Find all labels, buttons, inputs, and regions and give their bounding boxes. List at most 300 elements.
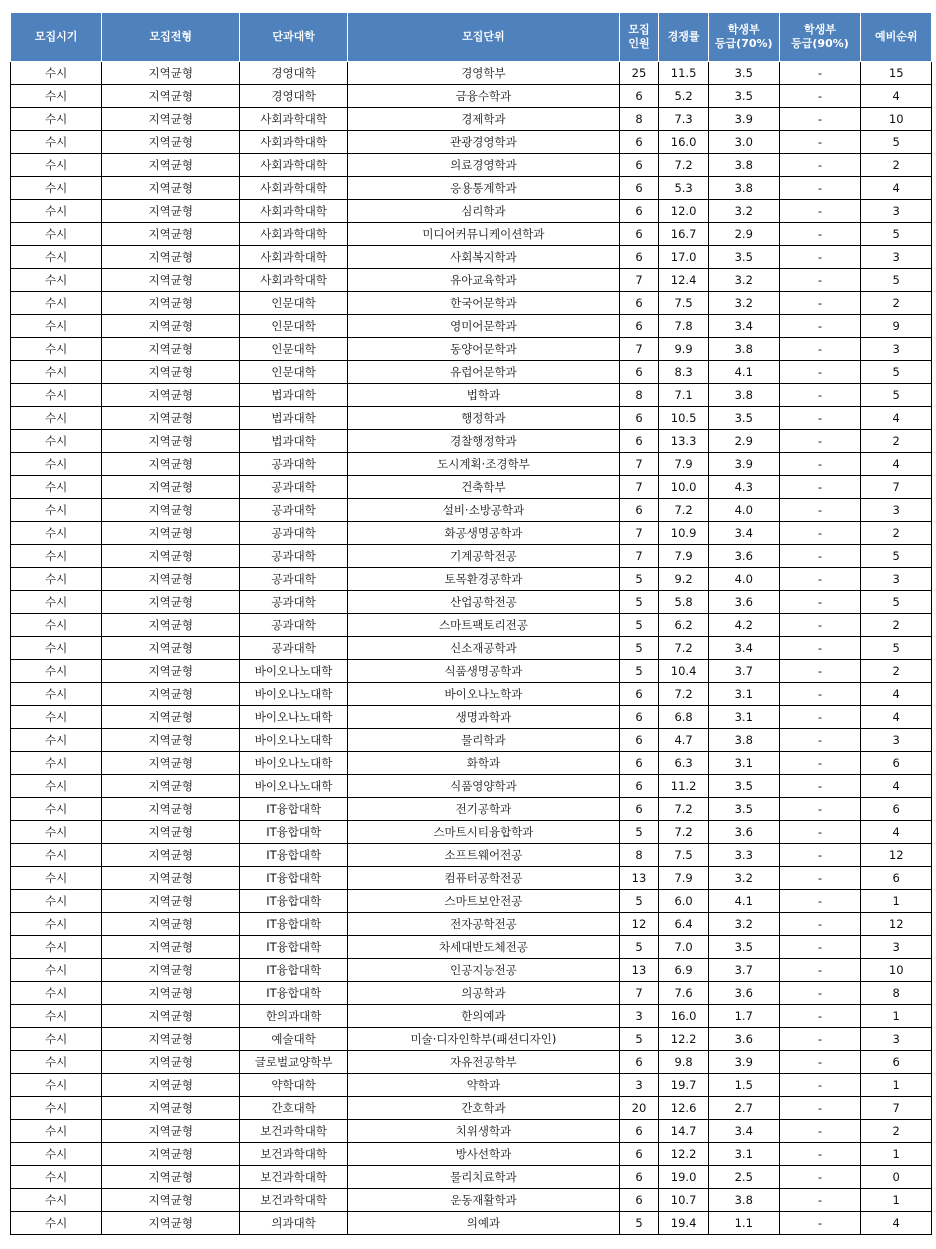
cell-college: 사회과학대학 — [240, 154, 348, 177]
table-row — [11, 683, 932, 706]
cell-grade-70: 3.9 — [708, 108, 779, 131]
cell-grade-90: - — [779, 614, 861, 637]
table-row — [11, 1166, 932, 1189]
cell-grade-70: 3.4 — [708, 315, 779, 338]
cell-competition-rate: 6.3 — [659, 752, 709, 775]
cell-waitlist-rank: 15 — [861, 62, 932, 85]
cell-admission-type: 지역균형 — [102, 384, 240, 407]
cell-competition-rate: 10.5 — [659, 407, 709, 430]
cell-grade-90: - — [779, 62, 861, 85]
table-row — [11, 1189, 932, 1212]
cell-admission-type: 지역균형 — [102, 1143, 240, 1166]
cell-recruit-period: 수시 — [11, 1097, 102, 1120]
cell-recruit-count: 6 — [619, 798, 658, 821]
cell-competition-rate: 6.0 — [659, 890, 709, 913]
cell-grade-90: - — [779, 1051, 861, 1074]
cell-grade-70: 3.9 — [708, 453, 779, 476]
cell-grade-70: 3.5 — [708, 62, 779, 85]
cell-grade-70: 3.6 — [708, 982, 779, 1005]
cell-recruit-period: 수시 — [11, 637, 102, 660]
cell-admission-type: 지역균형 — [102, 407, 240, 430]
cell-competition-rate: 16.7 — [659, 223, 709, 246]
cell-recruit-unit: 미디어커뮤니케이션학과 — [348, 223, 620, 246]
cell-college: IT융합대학 — [240, 982, 348, 1005]
cell-college: 약학대학 — [240, 1074, 348, 1097]
cell-recruit-unit: 방사선학과 — [348, 1143, 620, 1166]
cell-waitlist-rank: 3 — [861, 246, 932, 269]
cell-competition-rate: 5.2 — [659, 85, 709, 108]
table-row — [11, 775, 932, 798]
cell-waitlist-rank: 2 — [861, 430, 932, 453]
table-row — [11, 637, 932, 660]
cell-waitlist-rank: 2 — [861, 614, 932, 637]
cell-recruit-count: 6 — [619, 200, 658, 223]
cell-waitlist-rank: 1 — [861, 1143, 932, 1166]
table-row — [11, 844, 932, 867]
table-row — [11, 1120, 932, 1143]
cell-college: 글로벌교양학부 — [240, 1051, 348, 1074]
cell-recruit-unit: 법학과 — [348, 384, 620, 407]
cell-college: 공과대학 — [240, 637, 348, 660]
cell-recruit-count: 20 — [619, 1097, 658, 1120]
cell-recruit-count: 7 — [619, 982, 658, 1005]
cell-admission-type: 지역균형 — [102, 499, 240, 522]
cell-college: 법과대학 — [240, 430, 348, 453]
cell-admission-type: 지역균형 — [102, 315, 240, 338]
cell-recruit-period: 수시 — [11, 1074, 102, 1097]
cell-recruit-count: 3 — [619, 1005, 658, 1028]
cell-recruit-unit: 한의예과 — [348, 1005, 620, 1028]
table-row — [11, 591, 932, 614]
table-row — [11, 499, 932, 522]
cell-admission-type: 지역균형 — [102, 867, 240, 890]
cell-recruit-unit: 토목환경공학과 — [348, 568, 620, 591]
header-recruit-unit: 모집단위 — [348, 13, 620, 62]
cell-grade-70: 2.7 — [708, 1097, 779, 1120]
cell-admission-type: 지역균형 — [102, 292, 240, 315]
cell-grade-90: - — [779, 522, 861, 545]
cell-recruit-period: 수시 — [11, 1189, 102, 1212]
cell-grade-90: - — [779, 1097, 861, 1120]
cell-waitlist-rank: 6 — [861, 867, 932, 890]
cell-grade-70: 3.5 — [708, 798, 779, 821]
cell-waitlist-rank: 4 — [861, 775, 932, 798]
cell-grade-90: - — [779, 1074, 861, 1097]
cell-grade-90: - — [779, 154, 861, 177]
cell-competition-rate: 7.5 — [659, 292, 709, 315]
cell-grade-70: 3.5 — [708, 85, 779, 108]
cell-grade-70: 1.1 — [708, 1212, 779, 1235]
cell-competition-rate: 7.6 — [659, 982, 709, 1005]
cell-grade-90: - — [779, 108, 861, 131]
cell-recruit-period: 수시 — [11, 1166, 102, 1189]
cell-competition-rate: 17.0 — [659, 246, 709, 269]
cell-college: 공과대학 — [240, 499, 348, 522]
cell-waitlist-rank: 4 — [861, 85, 932, 108]
cell-college: 보건과학대학 — [240, 1166, 348, 1189]
cell-admission-type: 지역균형 — [102, 798, 240, 821]
cell-competition-rate: 6.2 — [659, 614, 709, 637]
cell-grade-90: - — [779, 637, 861, 660]
cell-college: 공과대학 — [240, 614, 348, 637]
cell-admission-type: 지역균형 — [102, 821, 240, 844]
cell-waitlist-rank: 3 — [861, 729, 932, 752]
cell-grade-70: 3.6 — [708, 591, 779, 614]
cell-recruit-count: 7 — [619, 338, 658, 361]
cell-competition-rate: 9.9 — [659, 338, 709, 361]
cell-competition-rate: 7.5 — [659, 844, 709, 867]
cell-admission-type: 지역균형 — [102, 177, 240, 200]
cell-grade-90: - — [779, 959, 861, 982]
cell-recruit-unit: 의예과 — [348, 1212, 620, 1235]
cell-recruit-unit: 도시계획·조경학부 — [348, 453, 620, 476]
cell-recruit-count: 6 — [619, 292, 658, 315]
cell-competition-rate: 7.2 — [659, 683, 709, 706]
cell-recruit-count: 5 — [619, 1212, 658, 1235]
cell-grade-70: 3.5 — [708, 936, 779, 959]
cell-recruit-period: 수시 — [11, 568, 102, 591]
cell-recruit-unit: 기계공학전공 — [348, 545, 620, 568]
cell-grade-70: 3.9 — [708, 1051, 779, 1074]
cell-grade-70: 3.1 — [708, 1143, 779, 1166]
cell-waitlist-rank: 9 — [861, 315, 932, 338]
table-row — [11, 384, 932, 407]
cell-recruit-unit: 동양어문학과 — [348, 338, 620, 361]
cell-competition-rate: 7.1 — [659, 384, 709, 407]
cell-grade-70: 3.2 — [708, 269, 779, 292]
cell-grade-90: - — [779, 1005, 861, 1028]
cell-grade-90: - — [779, 844, 861, 867]
cell-competition-rate: 7.0 — [659, 936, 709, 959]
cell-recruit-period: 수시 — [11, 752, 102, 775]
cell-grade-90: - — [779, 683, 861, 706]
cell-college: 법과대학 — [240, 407, 348, 430]
cell-admission-type: 지역균형 — [102, 1005, 240, 1028]
cell-recruit-unit: 약학과 — [348, 1074, 620, 1097]
cell-waitlist-rank: 8 — [861, 982, 932, 1005]
cell-grade-70: 2.9 — [708, 223, 779, 246]
cell-grade-90: - — [779, 1028, 861, 1051]
cell-waitlist-rank: 5 — [861, 131, 932, 154]
cell-waitlist-rank: 3 — [861, 499, 932, 522]
table-row — [11, 177, 932, 200]
cell-grade-70: 2.9 — [708, 430, 779, 453]
cell-grade-70: 3.8 — [708, 384, 779, 407]
cell-grade-70: 1.5 — [708, 1074, 779, 1097]
cell-recruit-period: 수시 — [11, 982, 102, 1005]
cell-recruit-count: 6 — [619, 315, 658, 338]
cell-recruit-period: 수시 — [11, 1005, 102, 1028]
cell-waitlist-rank: 6 — [861, 798, 932, 821]
cell-admission-type: 지역균형 — [102, 1212, 240, 1235]
table-row — [11, 246, 932, 269]
cell-grade-90: - — [779, 1189, 861, 1212]
cell-grade-70: 3.8 — [708, 1189, 779, 1212]
table-row — [11, 62, 932, 85]
table-row — [11, 522, 932, 545]
cell-admission-type: 지역균형 — [102, 269, 240, 292]
cell-waitlist-rank: 4 — [861, 683, 932, 706]
cell-grade-70: 3.6 — [708, 1028, 779, 1051]
cell-competition-rate: 7.3 — [659, 108, 709, 131]
cell-college: 공과대학 — [240, 568, 348, 591]
cell-recruit-count: 8 — [619, 108, 658, 131]
cell-admission-type: 지역균형 — [102, 453, 240, 476]
table-row — [11, 798, 932, 821]
cell-recruit-period: 수시 — [11, 499, 102, 522]
cell-grade-70: 3.2 — [708, 913, 779, 936]
cell-waitlist-rank: 10 — [861, 959, 932, 982]
cell-recruit-period: 수시 — [11, 775, 102, 798]
cell-college: 공과대학 — [240, 591, 348, 614]
cell-grade-90: - — [779, 775, 861, 798]
cell-grade-70: 3.6 — [708, 545, 779, 568]
cell-admission-type: 지역균형 — [102, 683, 240, 706]
cell-grade-70: 3.7 — [708, 959, 779, 982]
cell-admission-type: 지역균형 — [102, 591, 240, 614]
cell-recruit-unit: 행정학과 — [348, 407, 620, 430]
cell-college: 한의과대학 — [240, 1005, 348, 1028]
cell-waitlist-rank: 7 — [861, 1097, 932, 1120]
cell-grade-90: - — [779, 913, 861, 936]
cell-college: 공과대학 — [240, 522, 348, 545]
cell-grade-90: - — [779, 545, 861, 568]
cell-admission-type: 지역균형 — [102, 660, 240, 683]
cell-waitlist-rank: 12 — [861, 844, 932, 867]
cell-competition-rate: 16.0 — [659, 1005, 709, 1028]
cell-recruit-count: 8 — [619, 844, 658, 867]
cell-grade-70: 3.3 — [708, 844, 779, 867]
cell-grade-70: 3.5 — [708, 775, 779, 798]
cell-recruit-unit: 스마트보안전공 — [348, 890, 620, 913]
cell-competition-rate: 7.2 — [659, 798, 709, 821]
cell-admission-type: 지역균형 — [102, 913, 240, 936]
cell-college: IT융합대학 — [240, 844, 348, 867]
table-row — [11, 568, 932, 591]
cell-recruit-period: 수시 — [11, 614, 102, 637]
cell-waitlist-rank: 1 — [861, 1005, 932, 1028]
table-row — [11, 706, 932, 729]
cell-recruit-count: 6 — [619, 1166, 658, 1189]
cell-competition-rate: 11.2 — [659, 775, 709, 798]
cell-recruit-period: 수시 — [11, 269, 102, 292]
cell-waitlist-rank: 0 — [861, 1166, 932, 1189]
cell-competition-rate: 7.2 — [659, 154, 709, 177]
cell-recruit-period: 수시 — [11, 476, 102, 499]
cell-recruit-count: 6 — [619, 361, 658, 384]
cell-admission-type: 지역균형 — [102, 706, 240, 729]
cell-waitlist-rank: 6 — [861, 1051, 932, 1074]
cell-grade-90: - — [779, 453, 861, 476]
table-row — [11, 476, 932, 499]
cell-recruit-unit: 영미어문학과 — [348, 315, 620, 338]
cell-college: IT융합대학 — [240, 913, 348, 936]
cell-admission-type: 지역균형 — [102, 85, 240, 108]
cell-grade-70: 3.5 — [708, 407, 779, 430]
cell-recruit-unit: 식품영양학과 — [348, 775, 620, 798]
table-row — [11, 545, 932, 568]
cell-grade-90: - — [779, 982, 861, 1005]
cell-grade-90: - — [779, 729, 861, 752]
table-row — [11, 338, 932, 361]
cell-waitlist-rank: 3 — [861, 936, 932, 959]
cell-recruit-count: 5 — [619, 821, 658, 844]
cell-recruit-unit: 유럽어문학과 — [348, 361, 620, 384]
cell-waitlist-rank: 2 — [861, 154, 932, 177]
cell-competition-rate: 14.7 — [659, 1120, 709, 1143]
cell-recruit-unit: 화학과 — [348, 752, 620, 775]
cell-admission-type: 지역균형 — [102, 545, 240, 568]
cell-waitlist-rank: 2 — [861, 522, 932, 545]
cell-recruit-unit: 한국어문학과 — [348, 292, 620, 315]
cell-recruit-period: 수시 — [11, 200, 102, 223]
cell-admission-type: 지역균형 — [102, 1097, 240, 1120]
cell-competition-rate: 6.8 — [659, 706, 709, 729]
cell-recruit-period: 수시 — [11, 545, 102, 568]
cell-admission-type: 지역균형 — [102, 1028, 240, 1051]
cell-recruit-period: 수시 — [11, 683, 102, 706]
cell-recruit-count: 6 — [619, 752, 658, 775]
cell-admission-type: 지역균형 — [102, 246, 240, 269]
cell-college: 보건과학대학 — [240, 1189, 348, 1212]
cell-grade-90: - — [779, 591, 861, 614]
cell-recruit-count: 5 — [619, 637, 658, 660]
cell-recruit-period: 수시 — [11, 821, 102, 844]
cell-admission-type: 지역균형 — [102, 1189, 240, 1212]
cell-recruit-count: 6 — [619, 177, 658, 200]
cell-recruit-count: 7 — [619, 476, 658, 499]
cell-recruit-count: 6 — [619, 706, 658, 729]
cell-grade-90: - — [779, 223, 861, 246]
cell-recruit-unit: 화공생명공학과 — [348, 522, 620, 545]
table-row — [11, 430, 932, 453]
cell-recruit-unit: 치위생학과 — [348, 1120, 620, 1143]
cell-recruit-unit: 물리학과 — [348, 729, 620, 752]
cell-admission-type: 지역균형 — [102, 752, 240, 775]
cell-grade-70: 3.5 — [708, 246, 779, 269]
cell-recruit-count: 5 — [619, 614, 658, 637]
cell-recruit-period: 수시 — [11, 108, 102, 131]
cell-grade-70: 3.8 — [708, 177, 779, 200]
cell-competition-rate: 11.5 — [659, 62, 709, 85]
cell-waitlist-rank: 5 — [861, 269, 932, 292]
cell-college: IT융합대학 — [240, 936, 348, 959]
cell-competition-rate: 6.9 — [659, 959, 709, 982]
cell-waitlist-rank: 3 — [861, 568, 932, 591]
cell-waitlist-rank: 5 — [861, 223, 932, 246]
cell-grade-70: 4.3 — [708, 476, 779, 499]
cell-recruit-count: 6 — [619, 1120, 658, 1143]
cell-admission-type: 지역균형 — [102, 568, 240, 591]
cell-recruit-period: 수시 — [11, 384, 102, 407]
cell-waitlist-rank: 6 — [861, 752, 932, 775]
cell-grade-90: - — [779, 499, 861, 522]
cell-college: 인문대학 — [240, 292, 348, 315]
cell-admission-type: 지역균형 — [102, 1166, 240, 1189]
table-row — [11, 407, 932, 430]
cell-college: 사회과학대학 — [240, 269, 348, 292]
cell-recruit-count: 13 — [619, 959, 658, 982]
cell-recruit-period: 수시 — [11, 844, 102, 867]
cell-recruit-period: 수시 — [11, 798, 102, 821]
cell-waitlist-rank: 5 — [861, 545, 932, 568]
cell-recruit-count: 6 — [619, 729, 658, 752]
cell-recruit-count: 6 — [619, 85, 658, 108]
cell-competition-rate: 12.0 — [659, 200, 709, 223]
cell-recruit-unit: 관광경영학과 — [348, 131, 620, 154]
cell-recruit-unit: 스마트시티융합학과 — [348, 821, 620, 844]
cell-grade-70: 4.1 — [708, 890, 779, 913]
table-row — [11, 1074, 932, 1097]
cell-recruit-unit: 건축학부 — [348, 476, 620, 499]
cell-college: 바이오나노대학 — [240, 706, 348, 729]
cell-waitlist-rank: 2 — [861, 660, 932, 683]
cell-waitlist-rank: 4 — [861, 1212, 932, 1235]
cell-admission-type: 지역균형 — [102, 982, 240, 1005]
cell-recruit-count: 7 — [619, 453, 658, 476]
cell-admission-type: 지역균형 — [102, 1051, 240, 1074]
cell-recruit-unit: 인공지능전공 — [348, 959, 620, 982]
header-grade-90: 학생부 등급(90%) — [779, 13, 861, 62]
cell-recruit-unit: 산업공학전공 — [348, 591, 620, 614]
cell-recruit-period: 수시 — [11, 959, 102, 982]
cell-admission-type: 지역균형 — [102, 338, 240, 361]
cell-recruit-period: 수시 — [11, 430, 102, 453]
table-header-row — [11, 13, 932, 62]
cell-college: IT융합대학 — [240, 821, 348, 844]
cell-admission-type: 지역균형 — [102, 959, 240, 982]
cell-recruit-period: 수시 — [11, 867, 102, 890]
cell-college: 공과대학 — [240, 545, 348, 568]
header-recruit-count: 모집 인원 — [619, 13, 658, 62]
cell-grade-90: - — [779, 1212, 861, 1235]
cell-admission-type: 지역균형 — [102, 1074, 240, 1097]
cell-competition-rate: 12.6 — [659, 1097, 709, 1120]
cell-waitlist-rank: 1 — [861, 890, 932, 913]
cell-grade-90: - — [779, 407, 861, 430]
cell-recruit-period: 수시 — [11, 85, 102, 108]
table-row — [11, 453, 932, 476]
cell-waitlist-rank: 4 — [861, 821, 932, 844]
cell-competition-rate: 8.3 — [659, 361, 709, 384]
cell-college: 공과대학 — [240, 476, 348, 499]
cell-grade-90: - — [779, 269, 861, 292]
cell-recruit-unit: 자유전공학부 — [348, 1051, 620, 1074]
cell-recruit-unit: 바이오나노학과 — [348, 683, 620, 706]
cell-recruit-count: 12 — [619, 913, 658, 936]
cell-competition-rate: 12.2 — [659, 1143, 709, 1166]
table-row — [11, 936, 932, 959]
cell-recruit-count: 6 — [619, 246, 658, 269]
cell-grade-70: 4.1 — [708, 361, 779, 384]
cell-admission-type: 지역균형 — [102, 614, 240, 637]
table-row — [11, 1212, 932, 1235]
table-row — [11, 821, 932, 844]
cell-recruit-period: 수시 — [11, 177, 102, 200]
header-grade-70: 학생부 등급(70%) — [708, 13, 779, 62]
table-row — [11, 131, 932, 154]
table-row — [11, 729, 932, 752]
cell-recruit-count: 5 — [619, 1028, 658, 1051]
cell-waitlist-rank: 5 — [861, 361, 932, 384]
cell-recruit-unit: 전자공학전공 — [348, 913, 620, 936]
cell-college: 경영대학 — [240, 85, 348, 108]
cell-recruit-unit: 소프트웨어전공 — [348, 844, 620, 867]
admission-results-table — [10, 12, 932, 1235]
table-row — [11, 1028, 932, 1051]
header-college: 단과대학 — [240, 13, 348, 62]
cell-recruit-period: 수시 — [11, 361, 102, 384]
